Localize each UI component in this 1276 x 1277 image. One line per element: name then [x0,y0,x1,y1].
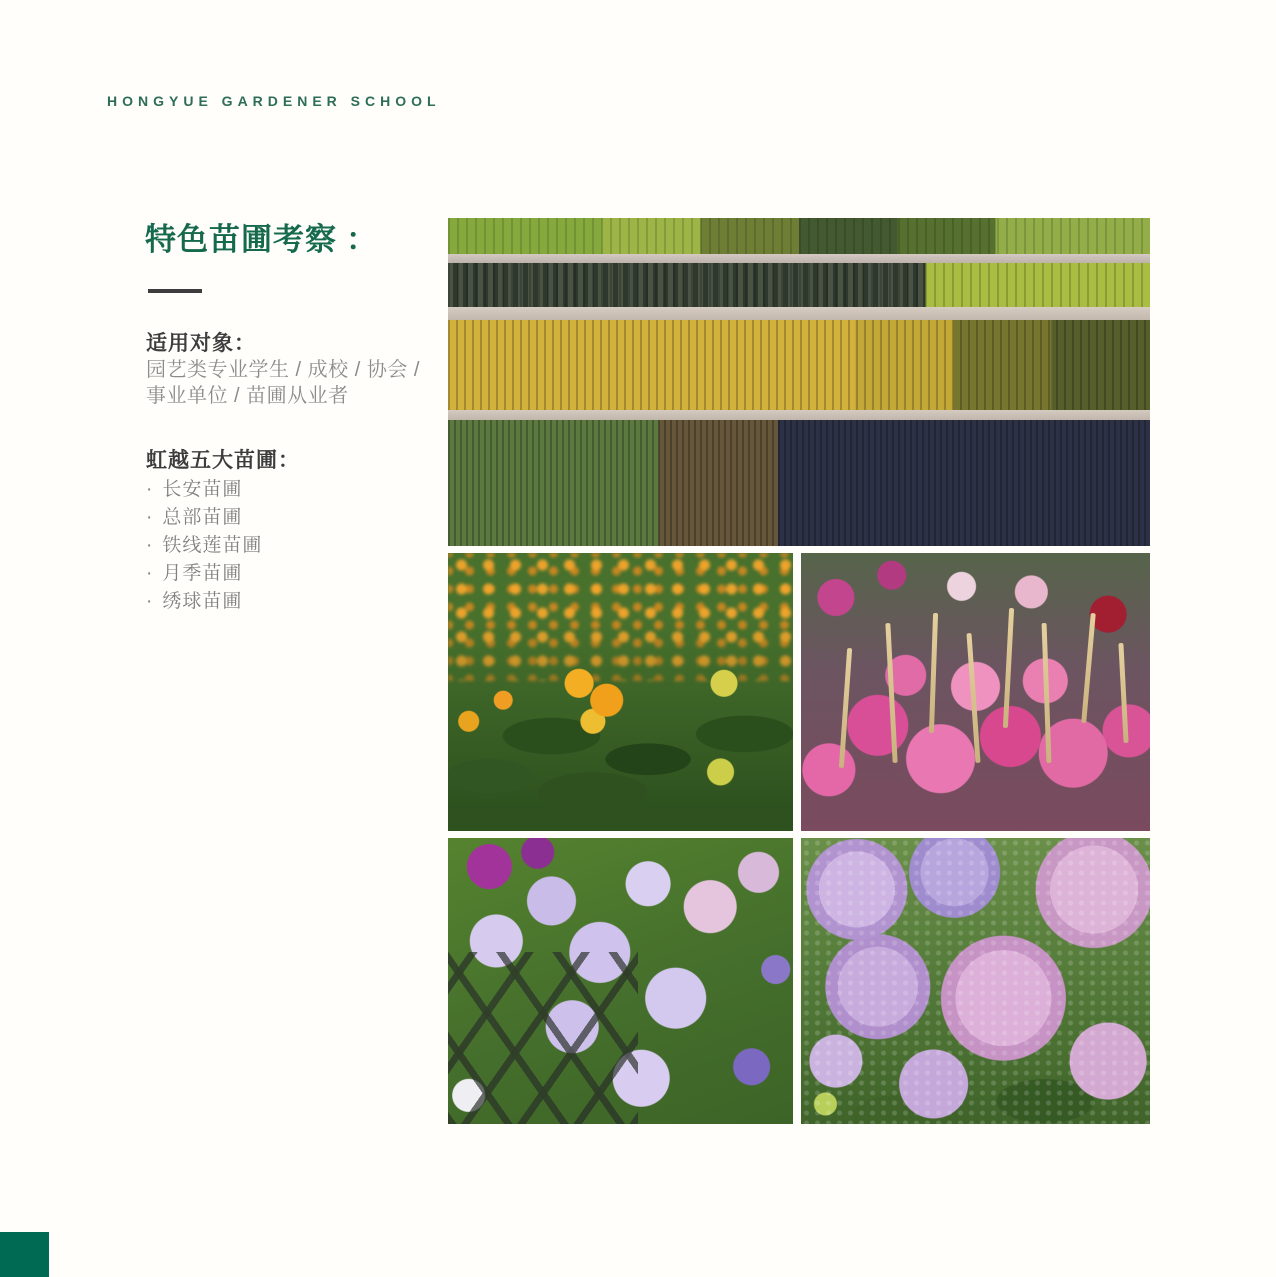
nursery-list-item [146,504,262,532]
photo-texture-stake [1042,623,1052,763]
nursery-list [146,476,262,616]
nursery-list-item [146,476,262,504]
hydrangea-nursery-photo [801,838,1150,1124]
nursery-item-label: 月季苗圃 [162,563,243,584]
nurseries-heading: 虹越五大苗圃： [146,449,300,472]
nursery-item-label: 铁线莲苗圃 [162,535,263,556]
photo-texture-fruits-leaves [448,620,793,831]
photo-texture-band [448,320,1150,410]
rose-nursery-photo [801,553,1150,831]
photo-texture-florets [801,838,1150,1124]
nursery-item-label: 总部苗圃 [162,507,243,528]
photo-texture-stake [1003,608,1014,728]
photo-texture-stake [1118,643,1128,743]
page-title-text: 特色苗圃考察 [145,222,337,257]
audience-body [146,357,420,409]
nursery-item-label: 绣球苗圃 [162,591,243,612]
photo-texture-stake [966,633,980,763]
corner-accent-square [0,1232,49,1277]
photo-texture-path [448,410,1150,420]
citrus-kumquat-nursery-photo [448,553,793,831]
page-title [145,214,378,259]
brand-wordmark: HONGYUE GARDENER SCHOOL [107,93,441,109]
photo-texture-stake [885,623,897,763]
bullet-dot: · [146,479,154,500]
clematis-nursery-photo [448,838,793,1124]
nursery-list-item [146,532,262,560]
photo-texture-path [448,254,1150,263]
photo-texture-stake [1081,613,1096,723]
photo-texture-stake [929,613,938,733]
photo-texture-stake [839,648,852,768]
photo-texture-band [448,420,1150,546]
bullet-dot: · [146,591,154,612]
nursery-list-item [146,560,262,588]
nursery-list-item [146,588,262,616]
page-title-colon: ： [346,222,378,257]
bullet-dot: · [146,563,154,584]
title-underline-rule [148,289,202,293]
nursery-item-label: 长安苗圃 [162,479,243,500]
audience-heading: 适用对象： [146,332,256,355]
photo-texture-lattice [448,952,638,1124]
audience-line-1: 园艺类专业学生 / 成校 / 协会 / [146,359,420,381]
photo-texture-path [448,307,1150,320]
photo-texture-band [448,263,1150,307]
audience-line-2: 事业单位 / 苗圃从业者 [146,385,349,407]
aerial-nursery-fields-photo [448,218,1150,546]
bullet-dot: · [146,507,154,528]
bullet-dot: · [146,535,154,556]
photo-texture-band [448,218,1150,254]
